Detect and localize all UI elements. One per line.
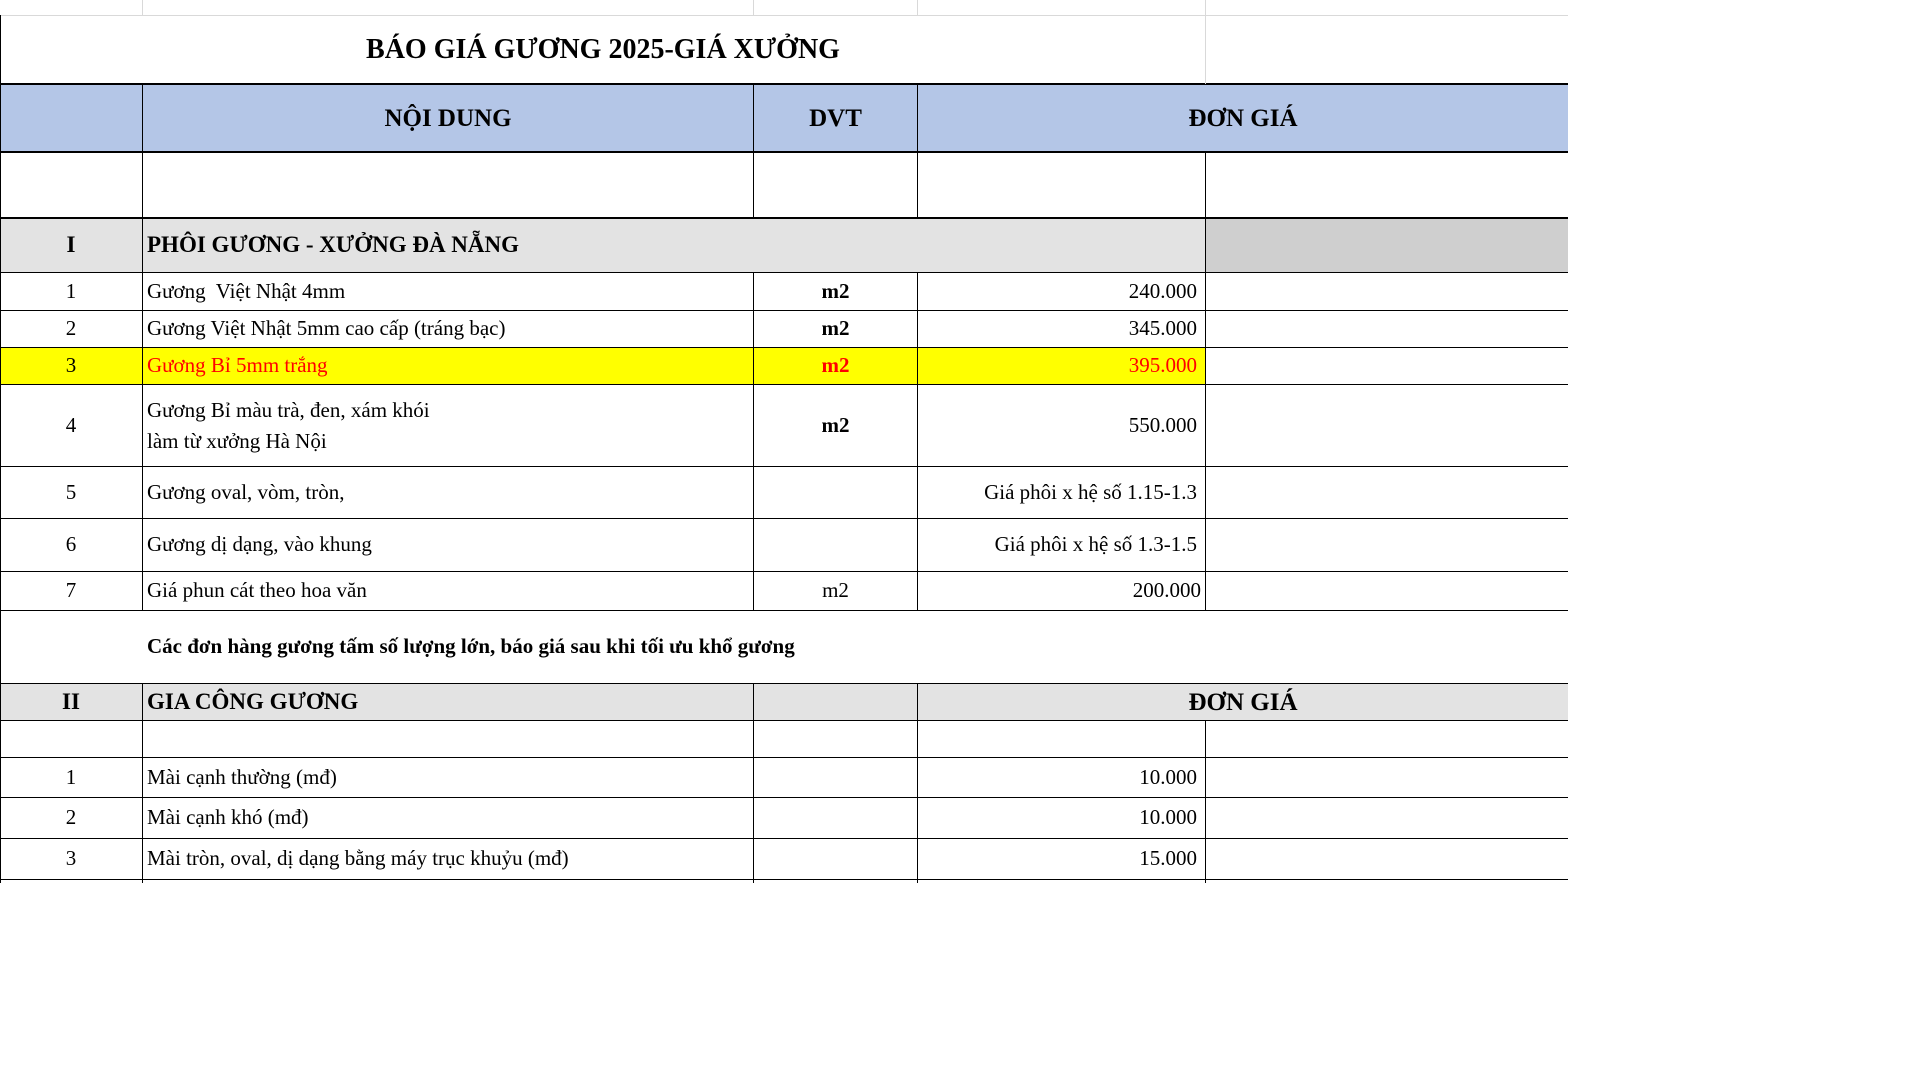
table-row-name: Mài cạnh thường (mđ) — [147, 764, 337, 789]
table-row-name-highlighted: Gương Bỉ 5mm trắng — [147, 353, 328, 378]
table-row-unit: m2 — [821, 278, 850, 303]
table-row-name: Gương dị dạng, vào khung — [147, 532, 372, 557]
table-row-no: 5 — [65, 479, 77, 504]
table-row-name: Giá phun cát theo hoa văn — [147, 578, 367, 603]
table-row-name-line1: Gương Bỉ màu trà, đen, xám khói — [147, 397, 430, 422]
table-row-price: Giá phôi x hệ số 1.15-1.3 — [984, 479, 1197, 504]
table-row-unit: m2 — [822, 578, 849, 603]
table-row-no: 7 — [65, 578, 77, 603]
table-row-unit — [754, 519, 917, 571]
table-row-name: Gương oval, vòm, tròn, — [147, 479, 345, 504]
table-row-price: 10.000 — [1139, 805, 1197, 830]
section1-title: PHÔI GƯƠNG - XƯỞNG ĐÀ NẴNG — [147, 232, 520, 258]
bulk-order-note: Các đơn hàng gương tấm số lượng lớn, báo giá sau khi tối ưu khổ gương — [147, 634, 795, 659]
table-row-price: Giá phôi x hệ số 1.3-1.5 — [994, 532, 1197, 557]
table-row-name: Gương Việt Nhật 4mm — [147, 278, 346, 303]
table-row-name: Mài tròn, oval, dị dạng bằng máy trục khuỷu (mđ) — [147, 846, 569, 871]
table-row-price: 10.000 — [1139, 764, 1197, 789]
table-row-price: 345.000 — [1128, 316, 1197, 341]
table-row-no: 3 — [65, 846, 77, 871]
table-row-no: 2 — [65, 805, 77, 830]
section2-roman: II — [62, 688, 80, 714]
table-row-no: 4 — [65, 412, 77, 437]
table-row-name: Mài cạnh khó (mđ) — [147, 805, 309, 830]
table-row-no: 3 — [65, 353, 77, 378]
table-row-name: Gương Việt Nhật 5mm cao cấp (tráng bạc) — [147, 316, 506, 341]
table-row-name-multiline — [143, 385, 753, 466]
table-row-price: 200.000 — [1132, 578, 1201, 603]
header-unit: DVT — [809, 104, 862, 132]
table-row-price: 15.000 — [1139, 846, 1197, 871]
table-row-no: 1 — [65, 278, 77, 303]
table-row-unit: m2 — [821, 412, 850, 437]
header-content: NỘI DUNG — [384, 104, 512, 132]
header-price: ĐƠN GIÁ — [1188, 104, 1298, 132]
section1-row-fill-right — [1206, 218, 1568, 273]
table-row-price-highlighted: 395.000 — [1128, 353, 1197, 378]
table-row-no: 2 — [65, 316, 77, 341]
table-row-price: 550.000 — [1128, 412, 1197, 437]
table-row-unit — [754, 467, 917, 518]
sheet-title: BÁO GIÁ GƯƠNG 2025-GIÁ XƯỞNG — [366, 33, 840, 65]
section2-title: GIA CÔNG GƯƠNG — [147, 688, 359, 714]
table-row-unit-highlighted: m2 — [821, 353, 850, 378]
table-row-no: 1 — [65, 764, 77, 789]
section1-roman: I — [66, 232, 76, 258]
table-row-unit: m2 — [821, 316, 850, 341]
table-row-no: 6 — [65, 532, 77, 557]
section2-price-header: ĐƠN GIÁ — [1188, 688, 1298, 716]
table-row-price: 240.000 — [1128, 278, 1197, 303]
table-row-name-line2: làm từ xưởng Hà Nội — [147, 428, 327, 453]
